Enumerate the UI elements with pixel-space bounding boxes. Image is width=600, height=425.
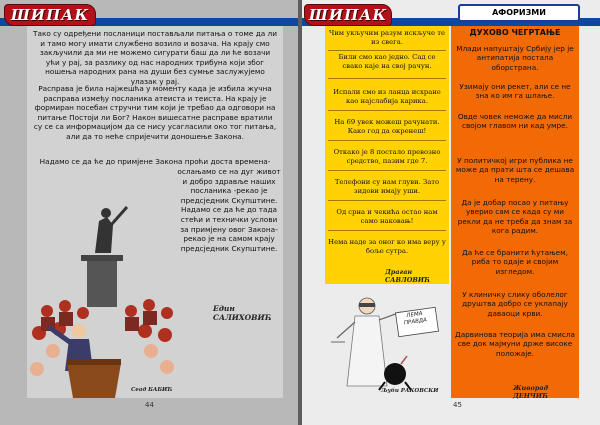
cartoon-signature: Сеад БАБИЋ [131, 387, 173, 393]
section-title: АФОРИЗМИ [458, 4, 580, 22]
orange-signature: Живорад ДЕНЧИЋ [513, 384, 549, 400]
article-paragraph-1: Тако су одређени посланици постављали питања о томе да ли и тамо могу имати службено возило и возача. На крају смо закључили да ми не можемо сигурати баш да ли ће возачи ући у рај, за разлику од нас народних трибуна који због ношења народних рана на души без сумње заслужујемо улазак у рај. [33, 29, 277, 86]
parliament-cartoon [27, 191, 177, 398]
divider [328, 50, 446, 51]
aphorism-item: Нема наде за оног ко има веру у боље сутра. [328, 238, 446, 255]
divider [328, 170, 446, 171]
aphorism-item: Телефони су нам глуви. Зато зидови имају уши. [334, 178, 440, 195]
aphorism-item: Да је добар посао у питању уверио сам се када су ми рекли да не треба да знам за кога радим. [457, 198, 573, 236]
magazine-logo: ШИПАК [4, 4, 96, 26]
magazine-logo-right: ШИПАК [304, 4, 392, 26]
yellow-aphorism-column [325, 26, 449, 284]
cartoon-signature-right: Љуби РАКОВСКИ [381, 388, 439, 394]
aphorism-item: Били смо као једно. Сад се свако каје на свој рачун. [338, 53, 436, 70]
aphorism-item: Откако је 8 постало превозно средство, пазим где 7. [333, 148, 441, 165]
aphorism-item: Испали смо из ланца исхране као најслабија карика. [333, 88, 441, 105]
aphorism-item: У политичкој игри публика не може да прати шта се дешава на терену. [455, 156, 575, 184]
article-paragraph-2: Расправа је била најжешћа у моменту када је избила жучна расправа између посланика атеиста и теиста. На крају је формиран посебан стручни тим који је требао да одговори на питање Постоји ли Бог? Након вишесатне расправе вратили су се са информацијом да се нису усагласили око тог питања, али да то неће спријечити доношење Закона. [33, 84, 277, 141]
aphorism-item: Чим укључим разум искључе те из свега. [328, 29, 445, 46]
justice-cartoon [325, 286, 449, 398]
yellow-signature: Драган САВЛОВИЋ [385, 268, 431, 284]
aphorism-item: Да ће се бранити ћутањем, риба то одаје и својим изгледом. [462, 248, 568, 276]
orange-column-title: ДУХОВО ЧЕГРТАЊЕ [469, 28, 561, 37]
aphorism-item: Од срна и чекића остао нам само наковањ! [336, 208, 438, 225]
aphorism-item: Овде човек неможе да мисли својом главом ни кад умре. [457, 112, 573, 131]
aphorism-item: На 69 увек можеш рачунати. Како год да окренеш! [334, 118, 440, 135]
divider [328, 230, 446, 231]
divider [328, 140, 446, 141]
article-paragraph-3: Надамо се да ће до примјене Закона проћи доста времена- [39, 157, 271, 166]
divider [328, 78, 446, 79]
left-page [0, 0, 298, 425]
aphorism-item: Узимају они рекет, али се не зна ко им га шлање. [459, 82, 571, 101]
aphorism-item: У клиничку слику оболелог друштва добро се уклапају даваоци крви. [462, 290, 568, 318]
divider [328, 110, 446, 111]
article-panel [27, 26, 283, 398]
cartoon-sign-text: ЛЕМА ПРАВДА [403, 310, 428, 327]
author-signature: Един САЛИХОВИЋ [213, 304, 272, 322]
orange-aphorism-column [451, 26, 579, 398]
page-number-right: 45 [453, 401, 462, 409]
article-paragraph-3-cont: ослањамо се на дуг живот и добро здравље наших посланика -рекао је предсједник Скупштине. Надамо се да ће до тада стећи и технички услови за примјену овог Закона-рекао је на самом крају предсједник Скупштине. [177, 167, 281, 253]
divider [328, 200, 446, 201]
aphorism-item: Дарвинова теорија има смисла све док мајмуни држе високе положаје. [455, 330, 576, 358]
page-number-left: 44 [145, 401, 154, 409]
aphorism-item: Млади напуштају Србију јер је антипатија постала оборстрана. [456, 44, 574, 72]
